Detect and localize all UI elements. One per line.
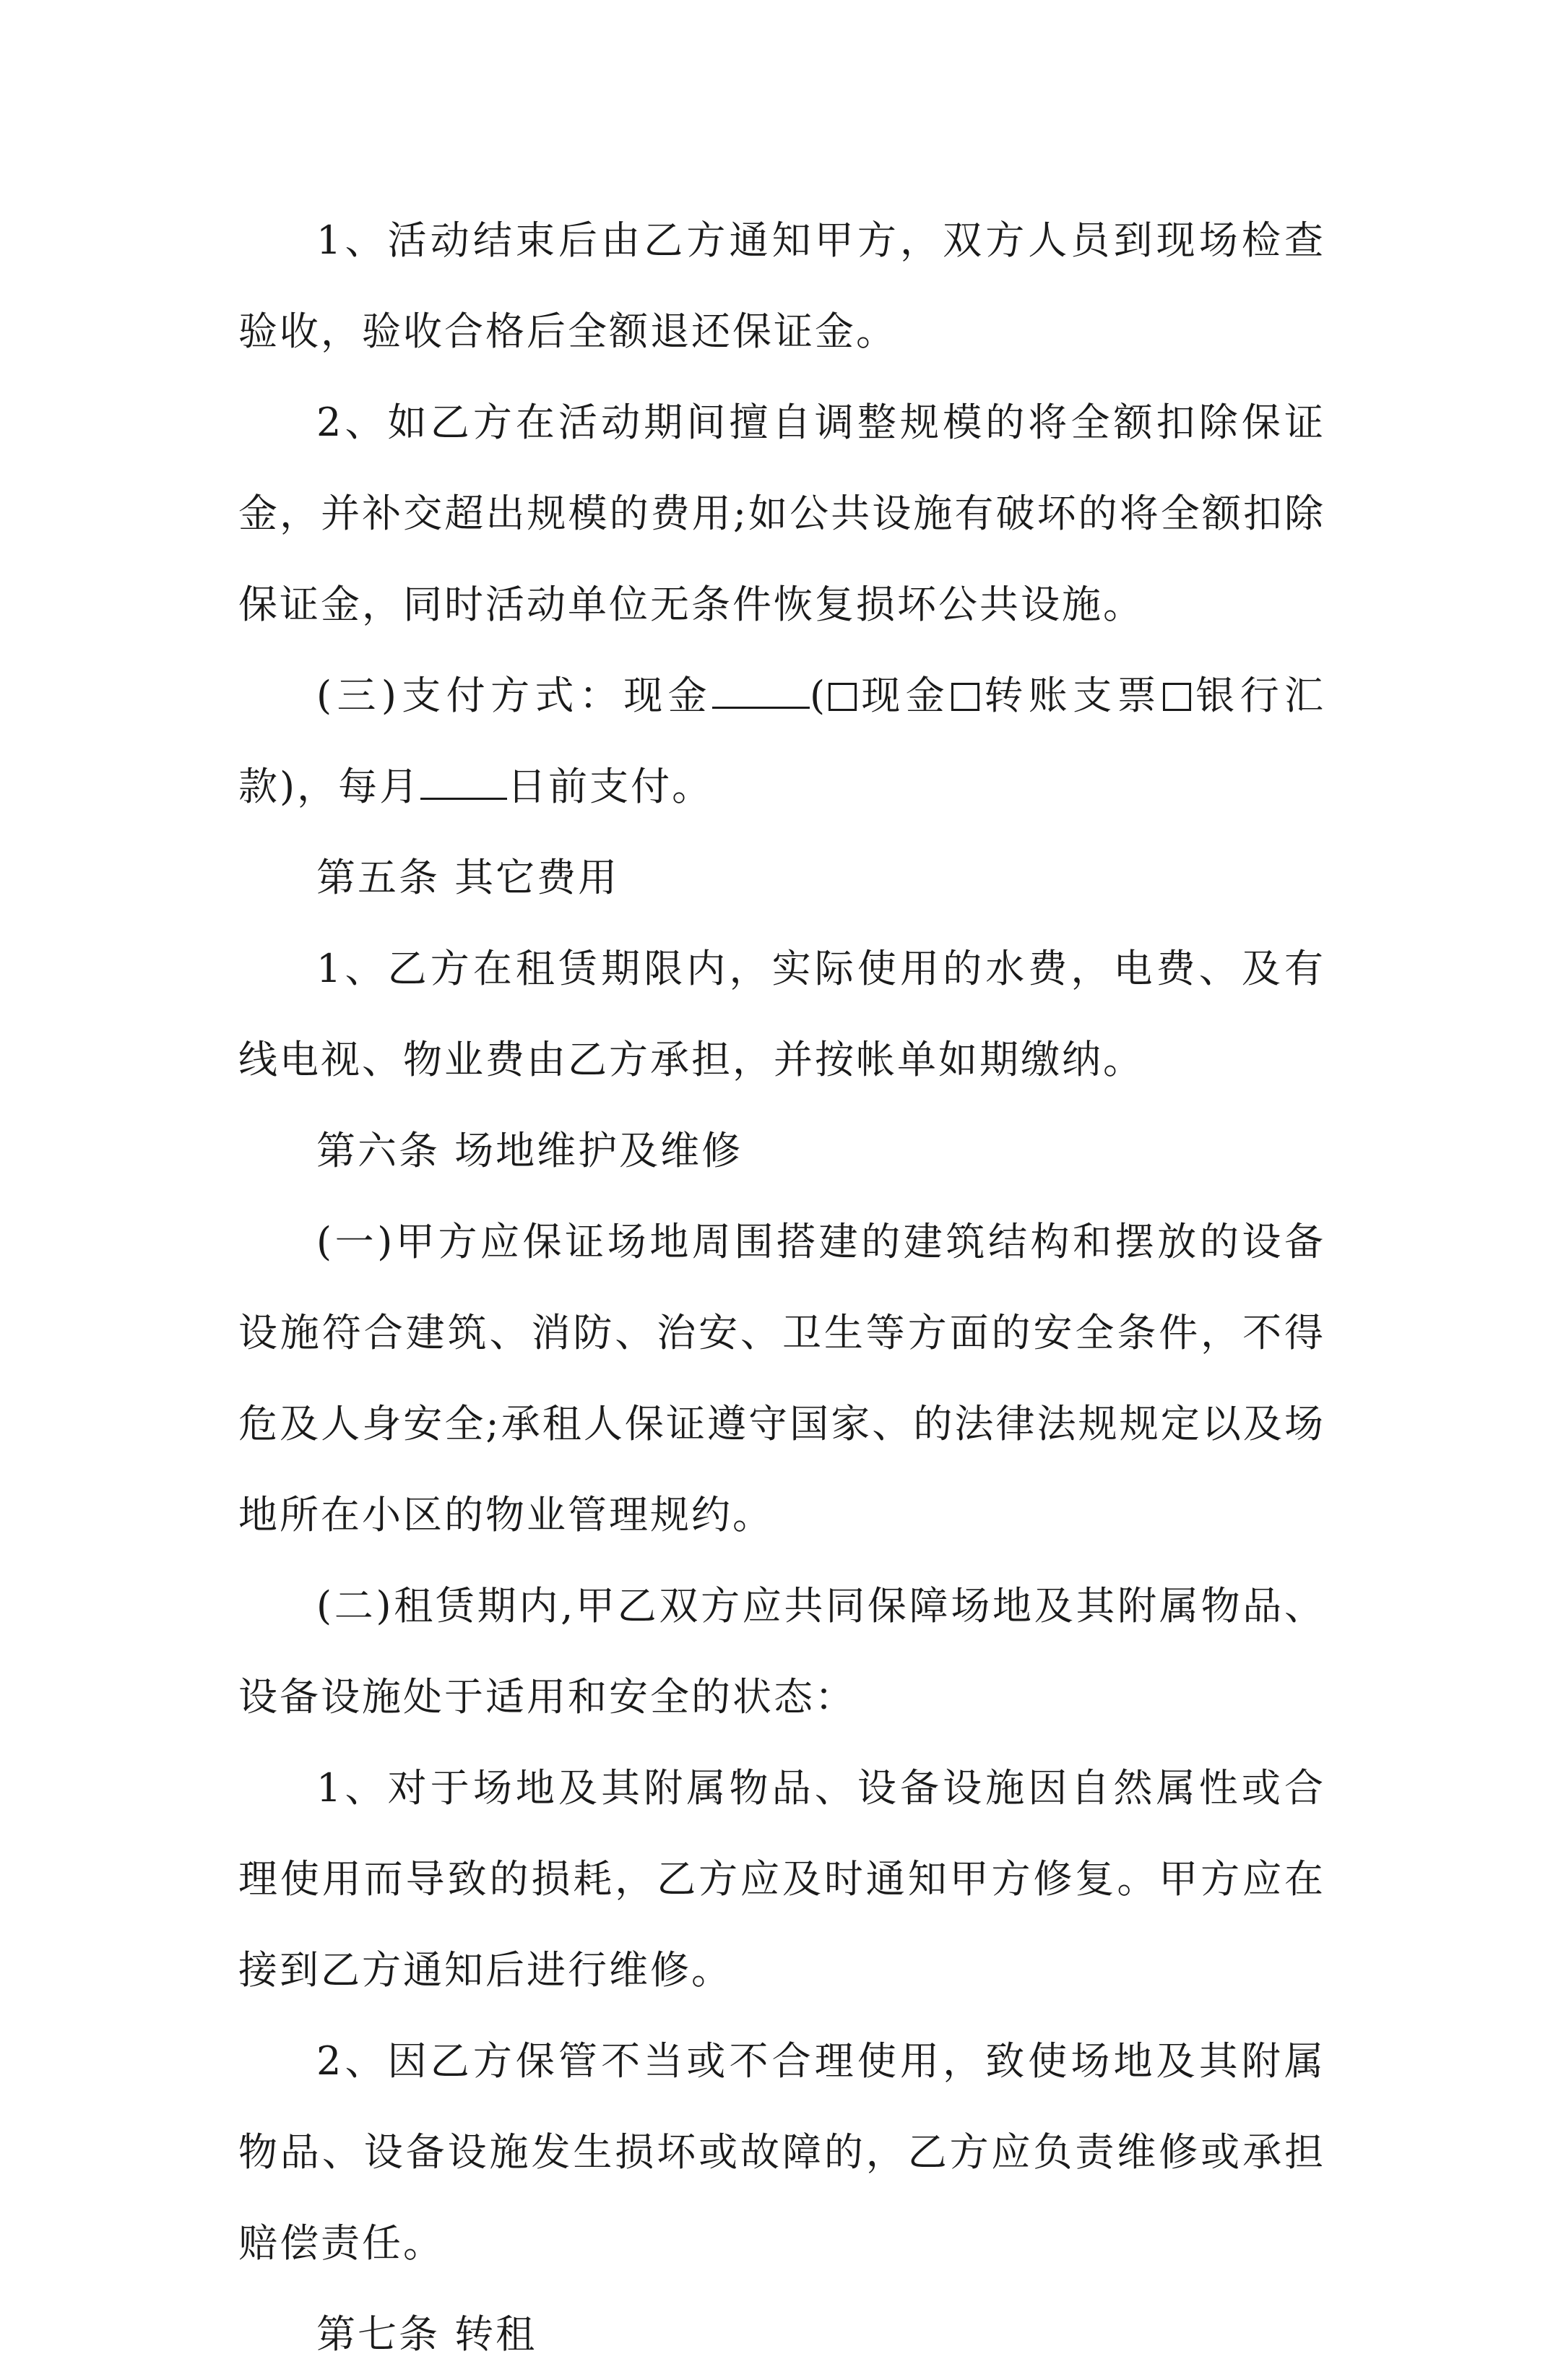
article-5-heading: 第五条 其它费用 xyxy=(316,855,620,900)
article-7-heading: 第七条 转租 xyxy=(316,2311,537,2357)
article-6-heading: 第六条 场地维护及维修 xyxy=(316,1128,743,1173)
option-transfer-check: 转账支票 xyxy=(981,673,1161,718)
monthly-label: )，每月 xyxy=(280,764,421,809)
day-blank xyxy=(420,762,507,800)
paragraph-safety-obligations: (一)甲方应保证场地周围搭建的建筑结构和摆放的设备设施符合建筑、消防、治安、卫生等方面的安全条件，不得危及人身安全;承租人保证遵守国家、的法律法规规定以及场地所在小区的物业管理规约。 xyxy=(238,1219,1325,1538)
option-bank-remittance: 银行汇款 xyxy=(238,673,1326,809)
checkbox-cash xyxy=(829,683,857,711)
paragraph-joint-maintenance: (二)租赁期内,甲乙双方应共同保障场地及其附属物品、设备设施处于适用和安全的状态： xyxy=(238,1583,1325,1720)
paragraph-normal-wear-repair: 1、对于场地及其附属物品、设备设施因自然属性或合理使用而导致的损耗，乙方应及时通知甲方修复。甲方应在接到乙方通知后进行维修。 xyxy=(238,1765,1325,1993)
paragraph-deposit-deduction: 2、如乙方在活动期间擅自调整规模的将全额扣除保证金，并补交超出规模的费用;如公共设施有破坏的将全额扣除保证金，同时活动单位无条件恢复损坏公共设施。 xyxy=(238,400,1325,627)
paragraph-payment-method xyxy=(238,650,1325,832)
document-body xyxy=(238,195,1325,2380)
paragraph-utility-fees: 1、乙方在租赁期限内，实际使用的水费，电费、及有线电视、物业费由乙方承担，并按帐单如期缴纳。 xyxy=(238,946,1325,1082)
paragraph-deposit-refund: 1、活动结束后由乙方通知甲方，双方人员到现场检查验收，验收合格后全额退还保证金。 xyxy=(238,217,1325,354)
amount-blank xyxy=(712,671,810,709)
paragraph-damage-liability: 2、因乙方保管不当或不合理使用，致使场地及其附属物品、设备设施发生损坏或故障的，乙方应负责维修或承担赔偿责任。 xyxy=(238,2038,1325,2266)
checkbox-transfer-check xyxy=(951,683,979,711)
payment-suffix: 日前支付。 xyxy=(507,764,714,809)
checkbox-bank-remittance xyxy=(1163,683,1191,711)
payment-method-label: (三)支付方式：现金 xyxy=(316,673,713,718)
open-paren: ( xyxy=(810,673,828,718)
option-cash: 现金 xyxy=(857,673,951,718)
